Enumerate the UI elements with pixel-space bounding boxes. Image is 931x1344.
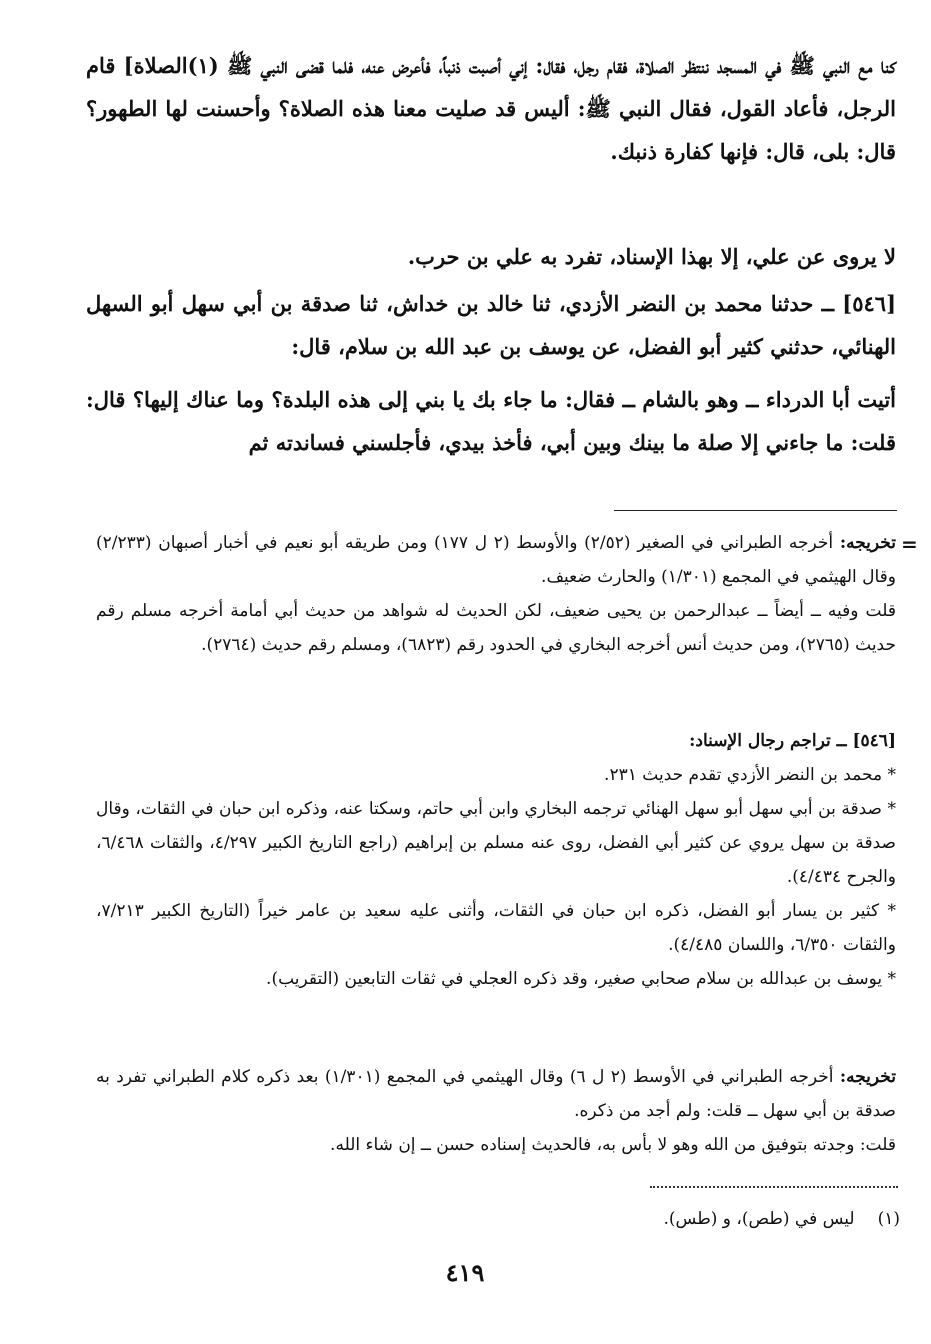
takhrij-label: تخريجه: [839, 533, 896, 553]
rijal-section [96, 724, 896, 996]
footnote [560, 1202, 900, 1236]
rijal-item: * كثير بن يسار أبو الفضل، ذكره ابن حبان في الثقات، وأثنى عليه سعيد بن عامر خيراً (التاريخ الكبير ٧/٢١٣، والثقات ٦/٣٥٠، واللسان ٤/٤٨٥). [96, 901, 896, 955]
takhrij-label: تخريجه: [839, 1067, 896, 1087]
rijal-item: * صدقة بن أبي سهل أبو سهل الهنائي ترجمه البخاري وابن أبي حاتم، وسكتا عنه، وذكره ابن حبان في الثقات، وقال صدقة بن سهل يروي عن كثير أبي الفضل، روى عنه مسلم بن إبراهيم (راجع التاريخ الكبير ٤/٢٩٧، والثقات ٦/٤٦٨، والجرح ٤/٤٣٤). [96, 799, 896, 887]
footnote-separator [614, 510, 897, 511]
takhrij-text: أخرجه الطبراني في الأوسط (٢ ل ٦) وقال الهيثمي في المجمع (١/٣٠١) بعد ذكره كلام الطبراني تفرد به صدقة بن أبي سهل ــ قلت: ولم أجد من ذكره. [96, 1067, 896, 1121]
footnote-text: ليس في (طص)، و (طس). [663, 1209, 855, 1229]
takhrij-text: أخرجه الطبراني في الصغير (٢/٥٢) والأوسط (٢ ل ١٧٧) ومن طريقه أبو نعيم في أخبار أصبهان (٢/٢٣٣) وقال الهيثمي في المجمع (١/٣٠١) والحارث ضعيف. [96, 533, 896, 587]
isnad-comment: لا يروى عن علي، إلا بهذا الإسناد، تفرد به علي بن حرب. [407, 244, 896, 269]
takhrij-note-1 [96, 526, 896, 662]
rijal-heading: [٥٤٦] ــ تراجم رجال الإسناد: [689, 731, 896, 751]
hadith-text: كنا مع النبي ﷺ في المسجد ننتظر الصلاة، فقام رجل، فقال: إني أصبت ذنباً، فأعرض عنه، فلما قضى النبي ﷺ (١)الصلاة] قام الرجل، فأعاد القول، فقال النبي ﷺ: أليس قد صليت معنا هذه الصلاة؟ وأحسنت لها الطهور؟ قال: بلى، قال: فإنها كفارة ذنبك. [86, 53, 896, 164]
hadith-matn: أتيت أبا الدرداء ــ وهو بالشام ــ فقال: ما جاء بك يا بني إلى هذه البلدة؟ وما عناك إليها؟ قال: قلت: ما جاءني إلا صلة ما بينك وبين أبي، فأخذ بيدي، فأجلسني فساندته ثم [86, 387, 896, 455]
takhrij-comment: قلت وفيه ــ أيضاً ــ عبدالرحمن بن يحيى ضعيف، لكن الحديث له شواهد من حديث أبي أمامة أخرجه مسلم رقم حديث (٢٧٦٥)، ومن حديث أنس أخرجه البخاري في الحدود رقم (٦٨٢٣)، ومسلم رقم حديث (٢٧٦٤). [96, 601, 896, 655]
takhrij-note-2 [96, 1060, 896, 1162]
rijal-item: * محمد بن النضر الأزدي تقدم حديث ٢٣١. [604, 765, 896, 785]
dotted-separator [650, 1186, 898, 1188]
continuation-mark: = [901, 532, 918, 556]
page-number: ٤١٩ [445, 1258, 485, 1287]
footnote-number: (١) [877, 1209, 900, 1229]
rijal-item: * يوسف بن عبدالله بن سلام صحابي صغير، وقد ذكره العجلي في ثقات التابعين (التقريب). [266, 969, 896, 989]
takhrij-comment: قلت: وجدته بتوفيق من الله وهو لا بأس به، فالحديث إسناده حسن ــ إن شاء الله. [330, 1135, 896, 1155]
hadith-isnad: [٥٤٦] ــ حدثنا محمد بن النضر الأزدي، ثنا خالد بن خداش، ثنا صدقة بن أبي سهل أبو السهل الهنائي، حدثني كثير أبو الفضل، عن يوسف بن عبد الله بن سلام، قال: [86, 291, 896, 359]
